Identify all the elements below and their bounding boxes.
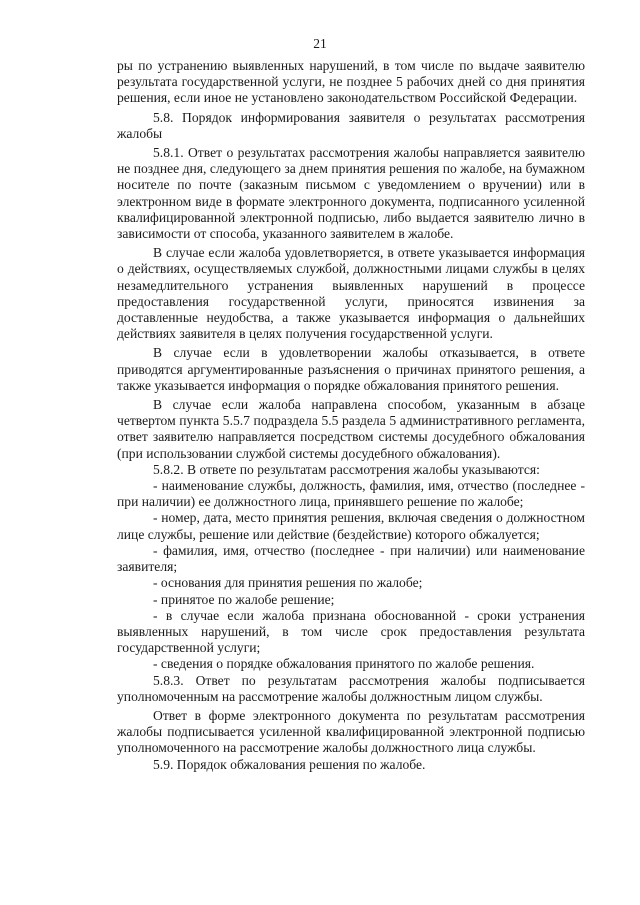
list-item: - в случае если жалоба признана обоснованной - сроки устранения выявленных нарушений, в том числе срок предоставления результата государственной услуги; xyxy=(117,607,585,656)
paragraph: 5.8.1. Ответ о результатах рассмотрения жалобы направляется заявителю не позднее дня, следующего за днем принятия решения по жалобе, на бумажном носителе по почте (заказным письмом с уведомлением о вручении) или в электронном виде в формате электронного документа, подписанного усиленной квалифицированной электронной подписью, либо выдается заявителю лично в зависимости от способа, указанного заявителем в жалобе. xyxy=(117,145,585,242)
list-item: - основания для принятия решения по жалобе; xyxy=(153,575,423,591)
list-item: - номер, дата, место принятия решения, включая сведения о должностном лице службы, решение или действие (бездействие) которого обжалуется; xyxy=(117,510,585,542)
section-heading-5-9: 5.9. Порядок обжалования решения по жалобе. xyxy=(153,756,426,772)
margin-scan-marks xyxy=(632,528,635,628)
paragraph: 5.8.2. В ответе по результатам рассмотрения жалобы указываются: xyxy=(153,461,540,477)
list-item: - наименование службы, должность, фамилия, имя, отчество (последнее - при наличии) ее должностного лица, принявшего решение по жалобе; xyxy=(117,478,585,510)
document-body xyxy=(117,58,585,773)
list-item: - фамилия, имя, отчество (последнее - при наличии) или наименование заявителя; xyxy=(117,542,585,575)
section-heading-5-8: 5.8. Порядок информирования заявителя о результатах рассмотрения жалобы xyxy=(117,109,585,141)
paragraph: В случае если жалоба направлена способом, указанным в абзаце четвертом пункта 5.5.7 подраздела 5.5 раздела 5 административного регламента, ответ заявителю направляется посредством системы досудебного обжалования (при использовании службой системы досудебного обжалования). xyxy=(117,397,585,461)
list-item: - сведения о порядке обжалования принятого по жалобе решения. xyxy=(153,656,535,672)
paragraph: В случае если в удовлетворении жалобы отказывается, в ответе приводятся аргументированные разъяснения о причинах принятого решения, а также указывается информация о порядке обжалования принятого решения. xyxy=(117,345,585,393)
paragraph: ры по устранению выявленных нарушений, в том числе по выдаче заявителю результата государственной услуги, не позднее 5 рабочих дней со дня принятия решения, если иное не установлено законодательством Российской Федерации. xyxy=(117,58,585,106)
page-number: 21 xyxy=(313,36,327,51)
paragraph: В случае если жалоба удовлетворяется, в ответе указывается информация о действиях, осуществляемых службой, должностными лицами службы в целях незамедлительного устранения выявленных нарушений в процессе предоставления государственной услуги, приносятся извинения за доставленные неудобства, а также указывается информация о дальнейших действиях заявителя в целях получения государственной услуги. xyxy=(117,245,585,342)
paragraph: Ответ в форме электронного документа по результатам рассмотрения жалобы подписывается усиленной квалифицированной электронной подписью уполномоченного на рассмотрение жалобы должностного лица службы. xyxy=(117,707,585,756)
paragraph: 5.8.3. Ответ по результатам рассмотрения жалобы подписывается уполномоченным на рассмотрение жалобы должностным лицом службы. xyxy=(117,672,585,704)
list-item: - принятое по жалобе решение; xyxy=(153,591,335,607)
